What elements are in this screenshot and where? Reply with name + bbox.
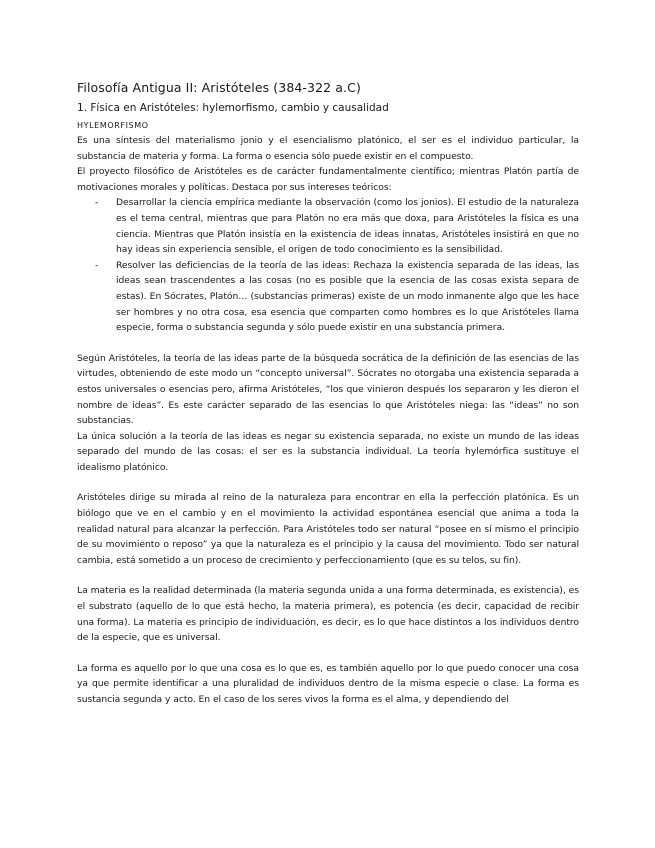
section-heading: HYLEMORFISMO (77, 121, 149, 130)
paragraph-gap (77, 475, 579, 490)
bullet-text: Resolver las deficiencias de la teoría de las ideas: Rechaza la existencia separada de las ideas, las ideas sean trascendentes a las cosas (no es posible que la esencia de las cosas exista separa de estas). En Sócrates, Platón… (substancias primeras) existe de un modo inmanente algo que les hace ser hombres y no otra cosa, esa esencia que comparten como hombres es lo que Aristóteles llama especie, forma o substancia segunda y sólo puede existir en una substancia primera. (116, 259, 579, 334)
bullet-item (77, 258, 579, 336)
document-title: Filosofía Antigua II: Aristóteles (384-322 a.C) (77, 80, 361, 95)
paragraph-project: El proyecto filosófico de Aristóteles es de carácter fundamentalmente científico; mientras Platón partía de motivaciones morales y políticas. Destaca por sus intereses teóricos: (77, 166, 579, 193)
paragraph-intro: Es una síntesis del materialismo jonio y el esencialismo platónico, el ser es el individuo particular, la substancia de materia y forma. La forma o esencia sólo puede existir en el compuesto. (77, 135, 579, 162)
paragraph-gap (77, 646, 579, 661)
bullet-marker: - (95, 197, 99, 209)
section-subtitle: 1. Física en Aristóteles: hylemorfismo, cambio y causalidad (77, 102, 389, 114)
paragraph-socrates: Según Aristóteles, la teoría de las ideas parte de la búsqueda socrática de la definición de las esencias de las virtudes, obteniendo de este modo un “concepto universal”. Sócrates no otorgaba una existencia separada a estos universales o esencias pero, afirma Aristóteles, “los que vinieron después los separaron y les dieron el nombre de ideas”. Es este carácter separado de las esencias lo que Aristóteles niega: las “ideas” no son substancias. (77, 352, 579, 427)
bullet-text: Desarrollar la ciencia empírica mediante la observación (como los jonios). El estudio de la naturaleza es el tema central, mientras que para Platón no era más que doxa, para Aristóteles la física es una ciencia. Mientras que Platón insistía en la existencia de ideas innatas, Aristóteles insistirá en que no hay ideas sin experiencia sensible, el origen de todo conocimiento es la sensibilidad. (116, 197, 579, 256)
paragraph-gap (77, 336, 579, 351)
paragraph-nature: Aristóteles dirige su mirada al reino de la naturaleza para encontrar en ella la perfección platónica. Es un biólogo que ve en el cambio y en el movimiento la actividad espontánea esencial que anima a toda la realidad natural para alcanzar la perfección. Para Aristóteles todo ser natural “posee en sí mismo el principio de su movimiento o reposo” ya que la naturaleza es el principio y la causa del movimiento. Todo ser natural cambia, está sometido a un proceso de crecimiento y perfeccionamiento (que es su telos, su fin). (77, 492, 579, 566)
bullet-item (77, 195, 579, 257)
paragraph-matter: La materia es la realidad determinada (la materia segunda unida a una forma determinada, es existencia), es el substrato (aquello de lo que está hecho, la materia primera), es potencia (es decir, capacidad de recibir una forma). La materia es principio de individuación, es decir, es lo que hace distintos a los individuos dentro de la especie, que es universal. (77, 585, 579, 644)
bullet-list (77, 195, 579, 335)
bullet-marker: - (95, 259, 99, 271)
paragraph-gap (77, 568, 579, 583)
paragraph-form: La forma es aquello por lo que una cosa es lo que es, es también aquello por lo que puedo conocer una cosa ya que permite identificar a una pluralidad de individuos dentro de la misma especie o clase. La forma es sustancia segunda y acto. En el caso de los seres vivos la forma es el alma, y dependiendo del (77, 662, 579, 705)
paragraph-solution: La única solución a la teoría de las ideas es negar su existencia separada, no existe un mundo de las ideas separado del mundo de las cosas: el ser es la substancia individual. La teoría hylemórfica sustituye el idealismo platónico. (77, 430, 579, 473)
document-body (77, 80, 579, 708)
